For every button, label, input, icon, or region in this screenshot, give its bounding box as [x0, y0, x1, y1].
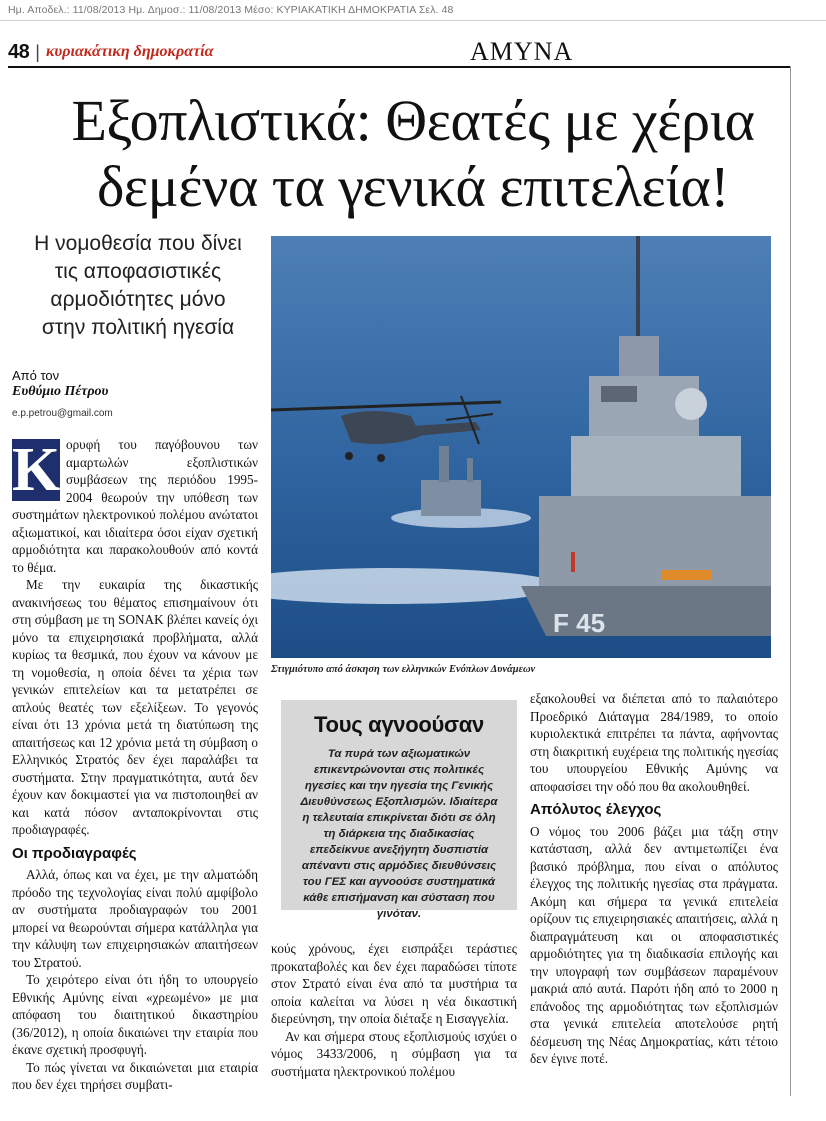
deck-line: τις αποφασιστικές [54, 260, 222, 283]
paragraph [12, 436, 258, 576]
paragraph: εξακολουθεί να διέπεται από το παλαιότερο Προεδρικό Διάταγμα 284/1989, το οποίο κυριολεκτικά επιτρέπει τα πάντα, αφήνοντας στη διακριτική ευχέρεια της πολιτικής ηγεσίας του υπουργείου Εθνικής Αμύνης να αποφασίσει την οδό που θα ακολουθηθεί. [530, 691, 778, 794]
paragraph: Με την ευκαιρία της δικαστικής ανακινήσεως του θέματος επισημαίνουν ότι στη σύμβαση με τη SONAK βλέπει κανείς όχι μόνο τα επιχειρησιακά προβλήματα, αλλά κυρίως τα θεσμικά, που έχουν να κάνουν με τη νομοθεσία, η οποία δένει τα χέρια των γενικών επιτελείων και τα μετατρέπει σε απλούς θεατές των εξελίξεων. Το γεγονός είναι ότι 13 χρόνια μετά τη διατύπωση της απαιτήσεως και 12 χρόνια μετά τη σύμβαση ο Ελληνικός Στρατός δεν έχει παραλάβει τα συστήματα. Στην πραγματικότητα, αυτά δεν έχουν καν δοκιμαστεί για να πιστοποιηθεί αν και κατά πόσον ανταποκρίνονται στις προδιαγραφές. [12, 577, 258, 837]
paragraph: κούς χρόνους, έχει εισπράξει τεράστιες προκαταβολές και δεν έχει παραδώσει τίποτε στον Στρατό είναι ένα από τα μυστήρια τα οποία καλείται να λύσει η νέα δικαστική διερεύνηση, την οποία διέταξε η Εισαγγελία. [271, 941, 517, 1026]
meta-divider [0, 20, 826, 21]
headline-line-1: Εξοπλιστικά: Θεατές με χέρια [71, 88, 755, 153]
paragraph: Το χειρότερο είναι ότι ήδη το υπουργείο Εθνικής Αμύνης είναι «χρεωμένο» με μια απόφαση του διαιτητικού δικαστηρίου (36/2012), η οποία δικαιώνει την εταιρία που έκανε σχετική προσφυγή. [12, 972, 258, 1057]
deck [18, 230, 258, 342]
deck-line: αρμοδιότητες μόνο [50, 288, 226, 311]
paragraph-text: ορυφή του παγόβουνου των αμαρτωλών εξοπλιστικών συμβάσεων της περιόδου 1995-2004 θεωρούν την υπόθεση των συστημάτων ηλεκτρονικού πολέμου ανώτατοι αξιωματικοί, και ιδιαίτερα όσοι είχαν σχετική αρμοδιότητα και παρακολουθούν από κοντά το θέμα. [12, 437, 258, 575]
subheading: Οι προδιαγραφές [12, 844, 137, 862]
article-column-1 [12, 436, 258, 1101]
subheading: Απόλυτος έλεγχος [530, 801, 662, 818]
paragraph: Αν και σήμερα στους εξοπλισμούς ισχύει ο νόμος 3433/2006, η σύμβαση για τα συστήματα ηλεκτρονικού πολέμου [271, 1028, 517, 1079]
page-number: 48 [8, 40, 30, 63]
deck-line: Η νομοθεσία που δίνει [34, 232, 242, 255]
header-rule [8, 66, 790, 68]
article-column-2 [271, 940, 517, 1100]
byline-prefix: Από τον [12, 368, 60, 383]
section-title: ΑΜΥΝΑ [470, 37, 574, 66]
photo-caption: Στιγμιότυπο από άσκηση των ελληνικών Ενόπλων Δυνάμεων [271, 664, 536, 675]
paragraph: Αλλά, όπως και να έχει, με την αλματώδη πρόοδο της τεχνολογίας είναι πολύ αμφίβολο αν συστήματα προδιαγραφών του 2001 μπορεί να θεωρούνται σήμερα κατάλληλα για την κάλυψη των επιχειρησιακών απαιτήσεων του Στρατού. [12, 867, 258, 970]
headline-line-2: δεμένα τα γενικά επιτελεία! [96, 154, 730, 219]
author-email: e.p.petrou@gmail.com [12, 408, 113, 419]
article-photo [271, 236, 771, 658]
sidebar-box-body: Τα πυρά των αξιωματικών επικεντρώνονται στις πολιτικές ηγεσίες και την ηγεσία της Γενικής Διευθύνσεως Εξοπλισμών. Ιδιαίτερα η τελευταία επικρίνεται διότι σε όλη τη διάρκεια της διαδικασίας επεδείκνυε ανεξήγητη δυσπιστία απέναντι στις αρμόδιες διευθύνσεις του ΓΕΣ και αγνοούσε συστηματικά κάθε επισήμανση και σύσταση που γινόταν. [300, 748, 498, 920]
hull-number: F 45 [553, 608, 606, 638]
drop-cap: Κ [12, 436, 61, 504]
deck-line: στην πολιτική ηγεσία [41, 316, 235, 339]
clipping-meta-line: Ημ. Αποδελ.: 11/08/2013 Ημ. Δημοσ.: 11/08/2013 Μέσο: ΚΥΡΙΑΚΑΤΙΚΗ ΔΗΜΟΚΡΑΤΙΑ Σελ. 48 [8, 4, 454, 16]
paragraph: Ο νόμος του 2006 βάζει μια τάξη στην κατάσταση, αλλά δεν αντιμετωπίζει ένα βασικό πρόβλημα, που είναι ο απόλυτος έλεγχος της πολιτικής ηγεσίας στα πράγματα. Ακόμη και σήμερα τα γενικά επιτελεία ορίζουν τις επιχειρησιακές απαιτήσεις, αλλά η διαπραγμάτευση και οι αποφασιστικές αρμοδιότητες για τη διαδικασία επιλογής και την υπογραφή των συμβάσεων παραμένουν μακριά από αυτά. Παρότι ήδη από το 2000 η επάνοδος της αρμοδιότητας των εξοπλισμών στα γενικά επιτελεία αποτελούσε ρητή δέσμευση της Νέας Δημοκρατίας, κάτι τέτοιο δεν έγινε ποτέ. [530, 823, 778, 1066]
paragraph: Το πώς γίνεται να δικαιώνεται μια εταιρία που δεν έχει τηρήσει συμβατι- [12, 1059, 258, 1092]
byline-author: Ευθύμιο Πέτρου [12, 384, 109, 399]
sidebar-box-title: Τους αγνοούσαν [314, 712, 484, 737]
publication-name: κυριακάτικη δημοκρατία [45, 43, 214, 60]
sidebar-box [281, 700, 517, 920]
folio-separator: | [35, 41, 40, 62]
folio [8, 40, 213, 64]
warship-helicopter-photo [271, 236, 771, 658]
article-column-3 [530, 690, 778, 1100]
